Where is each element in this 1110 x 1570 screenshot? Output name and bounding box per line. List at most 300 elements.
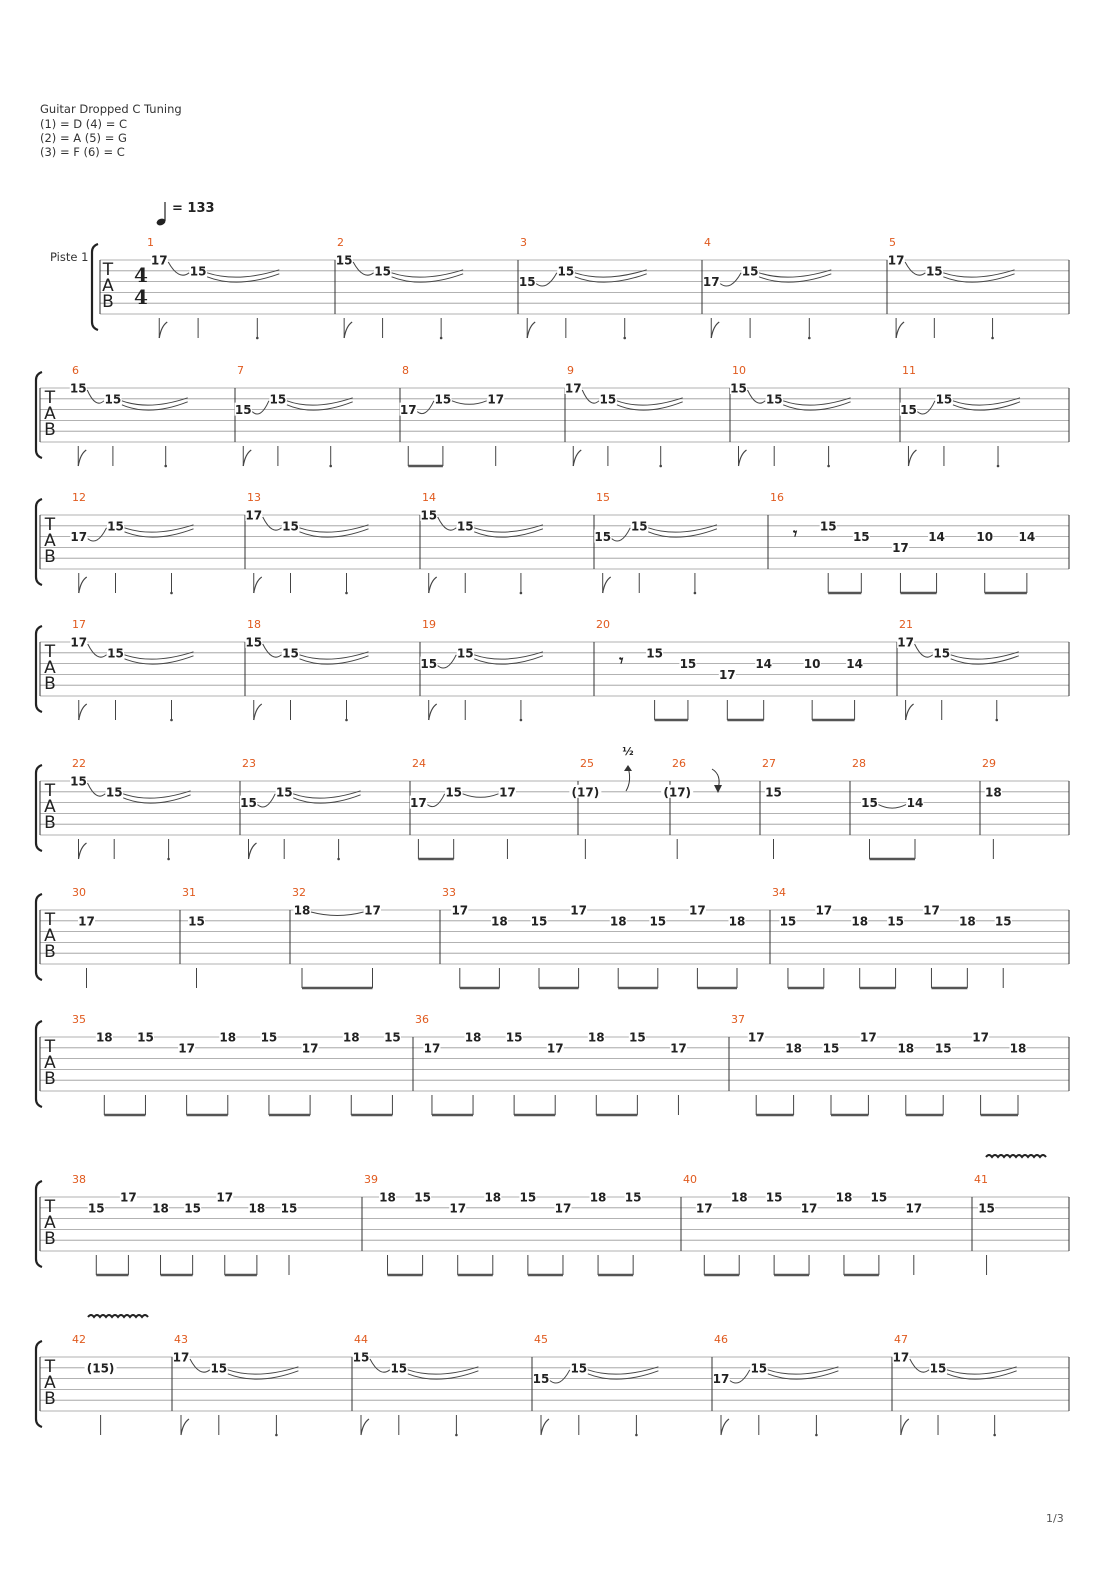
- fret-number: 15: [870, 1190, 888, 1205]
- tab-clef-letter: A: [44, 658, 56, 678]
- fret-number: 17: [554, 1201, 572, 1216]
- note-flag: [79, 843, 87, 859]
- note-flag: [254, 704, 262, 720]
- measure-43: [172, 1333, 298, 1436]
- tie: [951, 656, 1019, 664]
- staff-system-6: [36, 886, 1069, 988]
- fret-number: 17: [245, 508, 263, 523]
- tie-end-dot: [995, 719, 998, 722]
- fret-number: 15: [434, 392, 452, 407]
- fret-number: 15: [594, 530, 612, 545]
- fret-number: 15: [925, 264, 943, 279]
- tab-clef-letter: T: [44, 781, 56, 801]
- staff-system-8: [36, 1173, 1069, 1275]
- tie-end-dot: [329, 465, 332, 468]
- fret-number: 15: [390, 1361, 408, 1376]
- note-flag: [908, 450, 916, 466]
- fret-number: 15: [741, 264, 759, 279]
- page-number: 1/3: [1046, 1512, 1064, 1525]
- note-flag: [249, 843, 257, 859]
- fret-number: 17: [887, 253, 905, 268]
- measure-number: 4: [704, 236, 711, 249]
- measure-number: 27: [762, 757, 776, 770]
- fret-number: 18: [958, 914, 976, 929]
- measure-number: 34: [772, 886, 786, 899]
- measure-10: [730, 364, 851, 467]
- tie: [300, 656, 369, 664]
- measure-5: [887, 236, 1015, 339]
- measure-23: [240, 757, 361, 860]
- tab-clef-letter: B: [44, 813, 56, 833]
- note-flag: [896, 322, 904, 338]
- fret-number: 18: [484, 1190, 502, 1205]
- tie: [300, 529, 369, 537]
- tie-end-dot: [694, 592, 697, 595]
- slur: [252, 401, 269, 414]
- fret-number: 15: [861, 796, 878, 811]
- measure-45: [532, 1333, 658, 1436]
- fret-number: 17: [70, 530, 88, 545]
- measure-39: [362, 1173, 642, 1275]
- slur: [417, 401, 434, 414]
- measure-13: [245, 491, 369, 594]
- note-flag: [243, 450, 251, 466]
- tab-clef-letter: A: [44, 1373, 56, 1393]
- measure-number: 23: [242, 757, 256, 770]
- fret-number: 15: [384, 1030, 401, 1045]
- note-flag: [429, 704, 437, 720]
- slur: [879, 805, 907, 809]
- fret-number: 15: [630, 519, 648, 534]
- measure-46: [712, 1333, 838, 1436]
- slur: [258, 794, 276, 807]
- measure-8: [400, 364, 504, 466]
- slur: [168, 262, 189, 275]
- fret-number: 15: [105, 785, 123, 800]
- measure-number: 13: [247, 491, 261, 504]
- fret-number: 15: [210, 1361, 228, 1376]
- tie: [293, 795, 360, 803]
- measure-42: [72, 1333, 117, 1435]
- slur: [730, 1370, 750, 1383]
- note-flag: [344, 322, 352, 338]
- fret-number: 18: [835, 1190, 853, 1205]
- fret-number: 18: [984, 785, 1002, 800]
- slur: [720, 273, 741, 286]
- fret-number: 18: [728, 914, 746, 929]
- tab-clef-letter: B: [44, 1229, 56, 1249]
- measure-35: [72, 1013, 401, 1115]
- tie-end-dot: [991, 337, 994, 340]
- fret-number: 17: [120, 1190, 137, 1205]
- note-flag: [429, 577, 437, 593]
- note-flag: [254, 577, 262, 593]
- staff-brace: [36, 499, 42, 585]
- measure-number: 39: [364, 1173, 378, 1186]
- fret-number: 18: [219, 1030, 237, 1045]
- measure-number: 2: [337, 236, 344, 249]
- tie-end-dot: [345, 719, 348, 722]
- fret-number: 17: [712, 1372, 730, 1387]
- tuning-title: Guitar Dropped C Tuning: [40, 102, 182, 116]
- tie-end-dot: [635, 1434, 638, 1437]
- note-flag: [603, 577, 611, 593]
- fret-number: 17: [499, 785, 516, 800]
- fret-number: 15: [646, 646, 663, 661]
- measure-number: 35: [72, 1013, 86, 1026]
- fret-number: 17: [178, 1041, 195, 1056]
- slur: [353, 262, 373, 275]
- measure-19: [420, 618, 543, 721]
- fret-number: 15: [887, 914, 904, 929]
- measure-number: 43: [174, 1333, 188, 1346]
- fret-number: 15: [420, 657, 438, 672]
- note-flag: [573, 450, 581, 466]
- slur: [463, 794, 499, 798]
- tie: [408, 1371, 479, 1379]
- measure-number: 15: [596, 491, 610, 504]
- measure-12: [70, 491, 193, 594]
- measure-32: [290, 886, 381, 988]
- measure-number: 38: [72, 1173, 86, 1186]
- measure-27: [760, 757, 782, 859]
- staff-system-1: [92, 236, 1069, 339]
- slur: [88, 528, 107, 541]
- measure-number: 21: [899, 618, 913, 631]
- tab-clef-letter: T: [44, 642, 56, 662]
- tie: [125, 529, 194, 537]
- fret-number: 18: [293, 903, 311, 918]
- fret-number: 17: [905, 1201, 923, 1216]
- fret-number: 17: [564, 381, 582, 396]
- tie-end-dot: [440, 337, 443, 340]
- measure-47: [892, 1333, 1017, 1436]
- measure-7: [235, 364, 353, 467]
- measure-number: 20: [596, 618, 610, 631]
- tab-clef-letter: T: [44, 1197, 56, 1217]
- note-flag: [78, 450, 86, 466]
- measure-15: [594, 491, 717, 594]
- note-flag: [906, 704, 914, 720]
- measure-number: 45: [534, 1333, 548, 1346]
- bend-arrowhead-icon: [624, 765, 632, 771]
- fret-number: 15: [260, 1030, 278, 1045]
- measure-22: [70, 757, 191, 860]
- tab-clef-letter: A: [44, 797, 56, 817]
- fret-number: 14: [755, 657, 773, 672]
- slur: [910, 1359, 929, 1372]
- fret-number: 15: [245, 635, 263, 650]
- fret-number: 17: [702, 275, 720, 290]
- tie: [123, 795, 190, 803]
- note-flag: [79, 577, 87, 593]
- fret-number: 18: [152, 1201, 169, 1216]
- slur: [370, 1359, 390, 1372]
- tuning-line-3: (3) = F (6) = C: [40, 145, 125, 159]
- measure-38: [72, 1173, 298, 1275]
- slur: [612, 528, 631, 541]
- tie-end-dot: [520, 592, 523, 595]
- fret-number: 15: [188, 914, 205, 929]
- fret-number: 15: [852, 530, 870, 545]
- fret-number: 17: [570, 903, 587, 918]
- measure-3: [518, 236, 647, 339]
- fret-number: 15: [518, 275, 536, 290]
- fret-number: 18: [897, 1041, 915, 1056]
- slur: [905, 262, 925, 275]
- fret-number: 15: [649, 914, 667, 929]
- tie: [588, 1371, 659, 1379]
- fret-number: 17: [923, 903, 940, 918]
- measure-number: 33: [442, 886, 456, 899]
- slur: [582, 390, 599, 403]
- tie: [947, 1371, 1017, 1379]
- fret-number: 15: [69, 381, 87, 396]
- tab-clef-letter: A: [44, 1053, 56, 1073]
- fret-number: 17: [800, 1201, 818, 1216]
- tie-end-dot: [345, 592, 348, 595]
- measure-number: 47: [894, 1333, 908, 1346]
- fret-number: 17: [860, 1030, 877, 1045]
- fret-number: 15: [70, 774, 87, 789]
- fret-number: 18: [248, 1201, 266, 1216]
- slur: [550, 1370, 570, 1383]
- fret-number: 15: [282, 519, 299, 534]
- vibrato-icon: [88, 1315, 148, 1317]
- measure-number: 5: [889, 236, 896, 249]
- fret-number: 17: [423, 1041, 441, 1056]
- measure-2: [335, 236, 463, 339]
- measure-number: 28: [852, 757, 866, 770]
- staff-brace: [36, 1181, 42, 1267]
- measure-34: [770, 886, 1012, 988]
- tie: [474, 529, 543, 537]
- fret-number: 15: [900, 403, 917, 418]
- fret-number: 15: [280, 1201, 298, 1216]
- fret-number: 15: [107, 519, 124, 534]
- fret-number: 15: [978, 1201, 995, 1216]
- tab-clef-letter: T: [44, 1037, 56, 1057]
- tab-clef-letter: B: [44, 1389, 56, 1409]
- fret-number: 14: [906, 796, 924, 811]
- tie-end-dot: [659, 465, 662, 468]
- measure-31: [180, 886, 205, 988]
- slur: [438, 517, 457, 530]
- fret-number: 14: [928, 530, 945, 545]
- fret-number: 18: [851, 914, 869, 929]
- tab-clef-letter: B: [44, 674, 56, 694]
- fret-number: 15: [599, 392, 617, 407]
- measure-number: 44: [354, 1333, 368, 1346]
- tab-clef-letter: T: [44, 910, 56, 930]
- fret-number: 15: [557, 264, 575, 279]
- slur: [87, 390, 104, 403]
- slur: [88, 644, 107, 657]
- measure-41: [972, 1173, 995, 1275]
- fret-number: 14: [1018, 530, 1036, 545]
- fret-number: (17): [663, 785, 692, 800]
- tie-end-dot: [337, 858, 340, 861]
- tie-end-dot: [256, 337, 259, 340]
- tie-end-dot: [827, 465, 830, 468]
- slur: [438, 655, 457, 668]
- tie-end-dot: [167, 858, 170, 861]
- measure-number: 22: [72, 757, 86, 770]
- eighth-rest-icon: 𝄾: [792, 524, 798, 543]
- tab-clef-letter: A: [102, 276, 114, 296]
- tie-end-dot: [455, 1434, 458, 1437]
- vibrato-icon: [986, 1155, 1046, 1157]
- measure-number: 7: [237, 364, 244, 377]
- fret-number: 15: [414, 1190, 431, 1205]
- note-flag: [901, 1419, 909, 1435]
- tab-clef-letter: T: [44, 388, 56, 408]
- fret-number: 18: [587, 1030, 605, 1045]
- time-signature-bottom: 4: [134, 285, 148, 309]
- fret-number: 17: [216, 1190, 234, 1205]
- fret-number: 15: [765, 392, 783, 407]
- fret-number: 17: [747, 1030, 765, 1045]
- tie-end-dot: [170, 592, 173, 595]
- slur: [311, 912, 364, 916]
- track-name: Piste 1: [50, 250, 89, 264]
- fret-number: 15: [532, 1372, 550, 1387]
- measure-9: [565, 364, 683, 467]
- fret-number: 17: [364, 903, 381, 918]
- fret-number: 15: [234, 403, 252, 418]
- tab-clef-letter: B: [44, 942, 56, 962]
- fret-number: 18: [1009, 1041, 1027, 1056]
- fret-number: 18: [379, 1190, 396, 1205]
- staff-system-4: [36, 618, 1069, 721]
- fret-number: (15): [86, 1361, 115, 1376]
- measure-11: [900, 364, 1020, 467]
- staff-brace: [36, 765, 42, 851]
- bend-amount: ½: [622, 745, 634, 758]
- measure-number: 24: [412, 757, 426, 770]
- fret-number: 17: [689, 903, 706, 918]
- tie: [617, 402, 683, 410]
- fret-number: 15: [935, 392, 953, 407]
- staff-brace: [92, 244, 98, 330]
- tie: [783, 402, 850, 410]
- fret-number: 18: [491, 914, 508, 929]
- fret-number: 17: [399, 403, 417, 418]
- slur: [452, 401, 487, 405]
- tab-clef-letter: T: [44, 515, 56, 535]
- note-flag: [181, 1419, 189, 1435]
- fret-number: 18: [730, 1190, 748, 1205]
- staff-brace: [36, 626, 42, 712]
- fret-number: 15: [530, 914, 548, 929]
- note-flag: [739, 450, 747, 466]
- fret-number: 15: [137, 1030, 154, 1045]
- slur: [88, 783, 106, 796]
- tab-clef-letter: T: [102, 260, 114, 280]
- staff-brace: [36, 1021, 42, 1107]
- fret-number: 15: [934, 1041, 952, 1056]
- fret-number: 17: [451, 903, 469, 918]
- time-signature-top: 4: [134, 263, 148, 287]
- fret-number: 18: [95, 1030, 113, 1045]
- note-flag: [79, 704, 87, 720]
- measure-16: [768, 491, 1035, 593]
- measure-number: 26: [672, 757, 686, 770]
- measure-25: [569, 757, 601, 859]
- fret-number: 15: [87, 1201, 105, 1216]
- measure-number: 11: [902, 364, 916, 377]
- tab-clef-letter: B: [44, 547, 56, 567]
- measure-number: 46: [714, 1333, 728, 1346]
- slur: [748, 390, 766, 403]
- measure-number: 12: [72, 491, 86, 504]
- fret-number: 15: [456, 519, 474, 534]
- fret-number: 18: [589, 1190, 607, 1205]
- fret-number: 15: [929, 1361, 947, 1376]
- measure-number: 9: [567, 364, 574, 377]
- tie: [228, 1371, 299, 1379]
- fret-number: 17: [410, 796, 427, 811]
- tempo-marking: = 133: [172, 201, 215, 216]
- measure-number: 31: [182, 886, 196, 899]
- fret-number: 15: [456, 646, 474, 661]
- tie-end-dot: [815, 1434, 818, 1437]
- measure-30: [72, 886, 95, 988]
- fret-number: 15: [505, 1030, 523, 1045]
- tab-clef-letter: A: [44, 404, 56, 424]
- slur: [190, 1359, 210, 1372]
- measure-1: [147, 236, 279, 339]
- tie-end-dot: [997, 465, 1000, 468]
- note-flag: [541, 1419, 549, 1435]
- tie-end-dot: [170, 719, 173, 722]
- fret-number: 15: [275, 785, 293, 800]
- fret-number: (17): [571, 785, 600, 800]
- fret-number: 17: [546, 1041, 564, 1056]
- staff-brace: [36, 894, 42, 980]
- note-flag: [361, 1419, 369, 1435]
- fret-number: 15: [933, 646, 951, 661]
- measure-6: [70, 364, 188, 467]
- fret-number: 15: [779, 914, 797, 929]
- measure-40: [681, 1173, 922, 1275]
- tab-clef-letter: A: [44, 531, 56, 551]
- measure-21: [897, 618, 1019, 721]
- tie-end-dot: [520, 719, 523, 722]
- staff-system-7: [36, 1013, 1069, 1115]
- tab-clef-letter: A: [44, 926, 56, 946]
- fret-number: 17: [897, 635, 914, 650]
- tuning-line-1: (1) = D (4) = C: [40, 117, 128, 131]
- tie-end-dot: [275, 1434, 278, 1437]
- note-flag: [159, 322, 167, 338]
- measure-number: 42: [72, 1333, 86, 1346]
- fret-number: 14: [846, 657, 863, 672]
- measure-number: 19: [422, 618, 436, 631]
- fret-number: 15: [420, 508, 438, 523]
- measure-number: 8: [402, 364, 409, 377]
- measure-29: [980, 757, 1002, 859]
- fret-number: 10: [803, 657, 821, 672]
- tab-clef-letter: B: [102, 292, 114, 312]
- measure-number: 25: [580, 757, 594, 770]
- fret-number: 15: [269, 392, 287, 407]
- fret-number: 17: [718, 667, 736, 682]
- measure-number: 18: [247, 618, 261, 631]
- staff-system-5: [36, 757, 1069, 860]
- tuning-line-2: (2) = A (5) = G: [40, 131, 127, 145]
- tab-clef-letter: A: [44, 1213, 56, 1233]
